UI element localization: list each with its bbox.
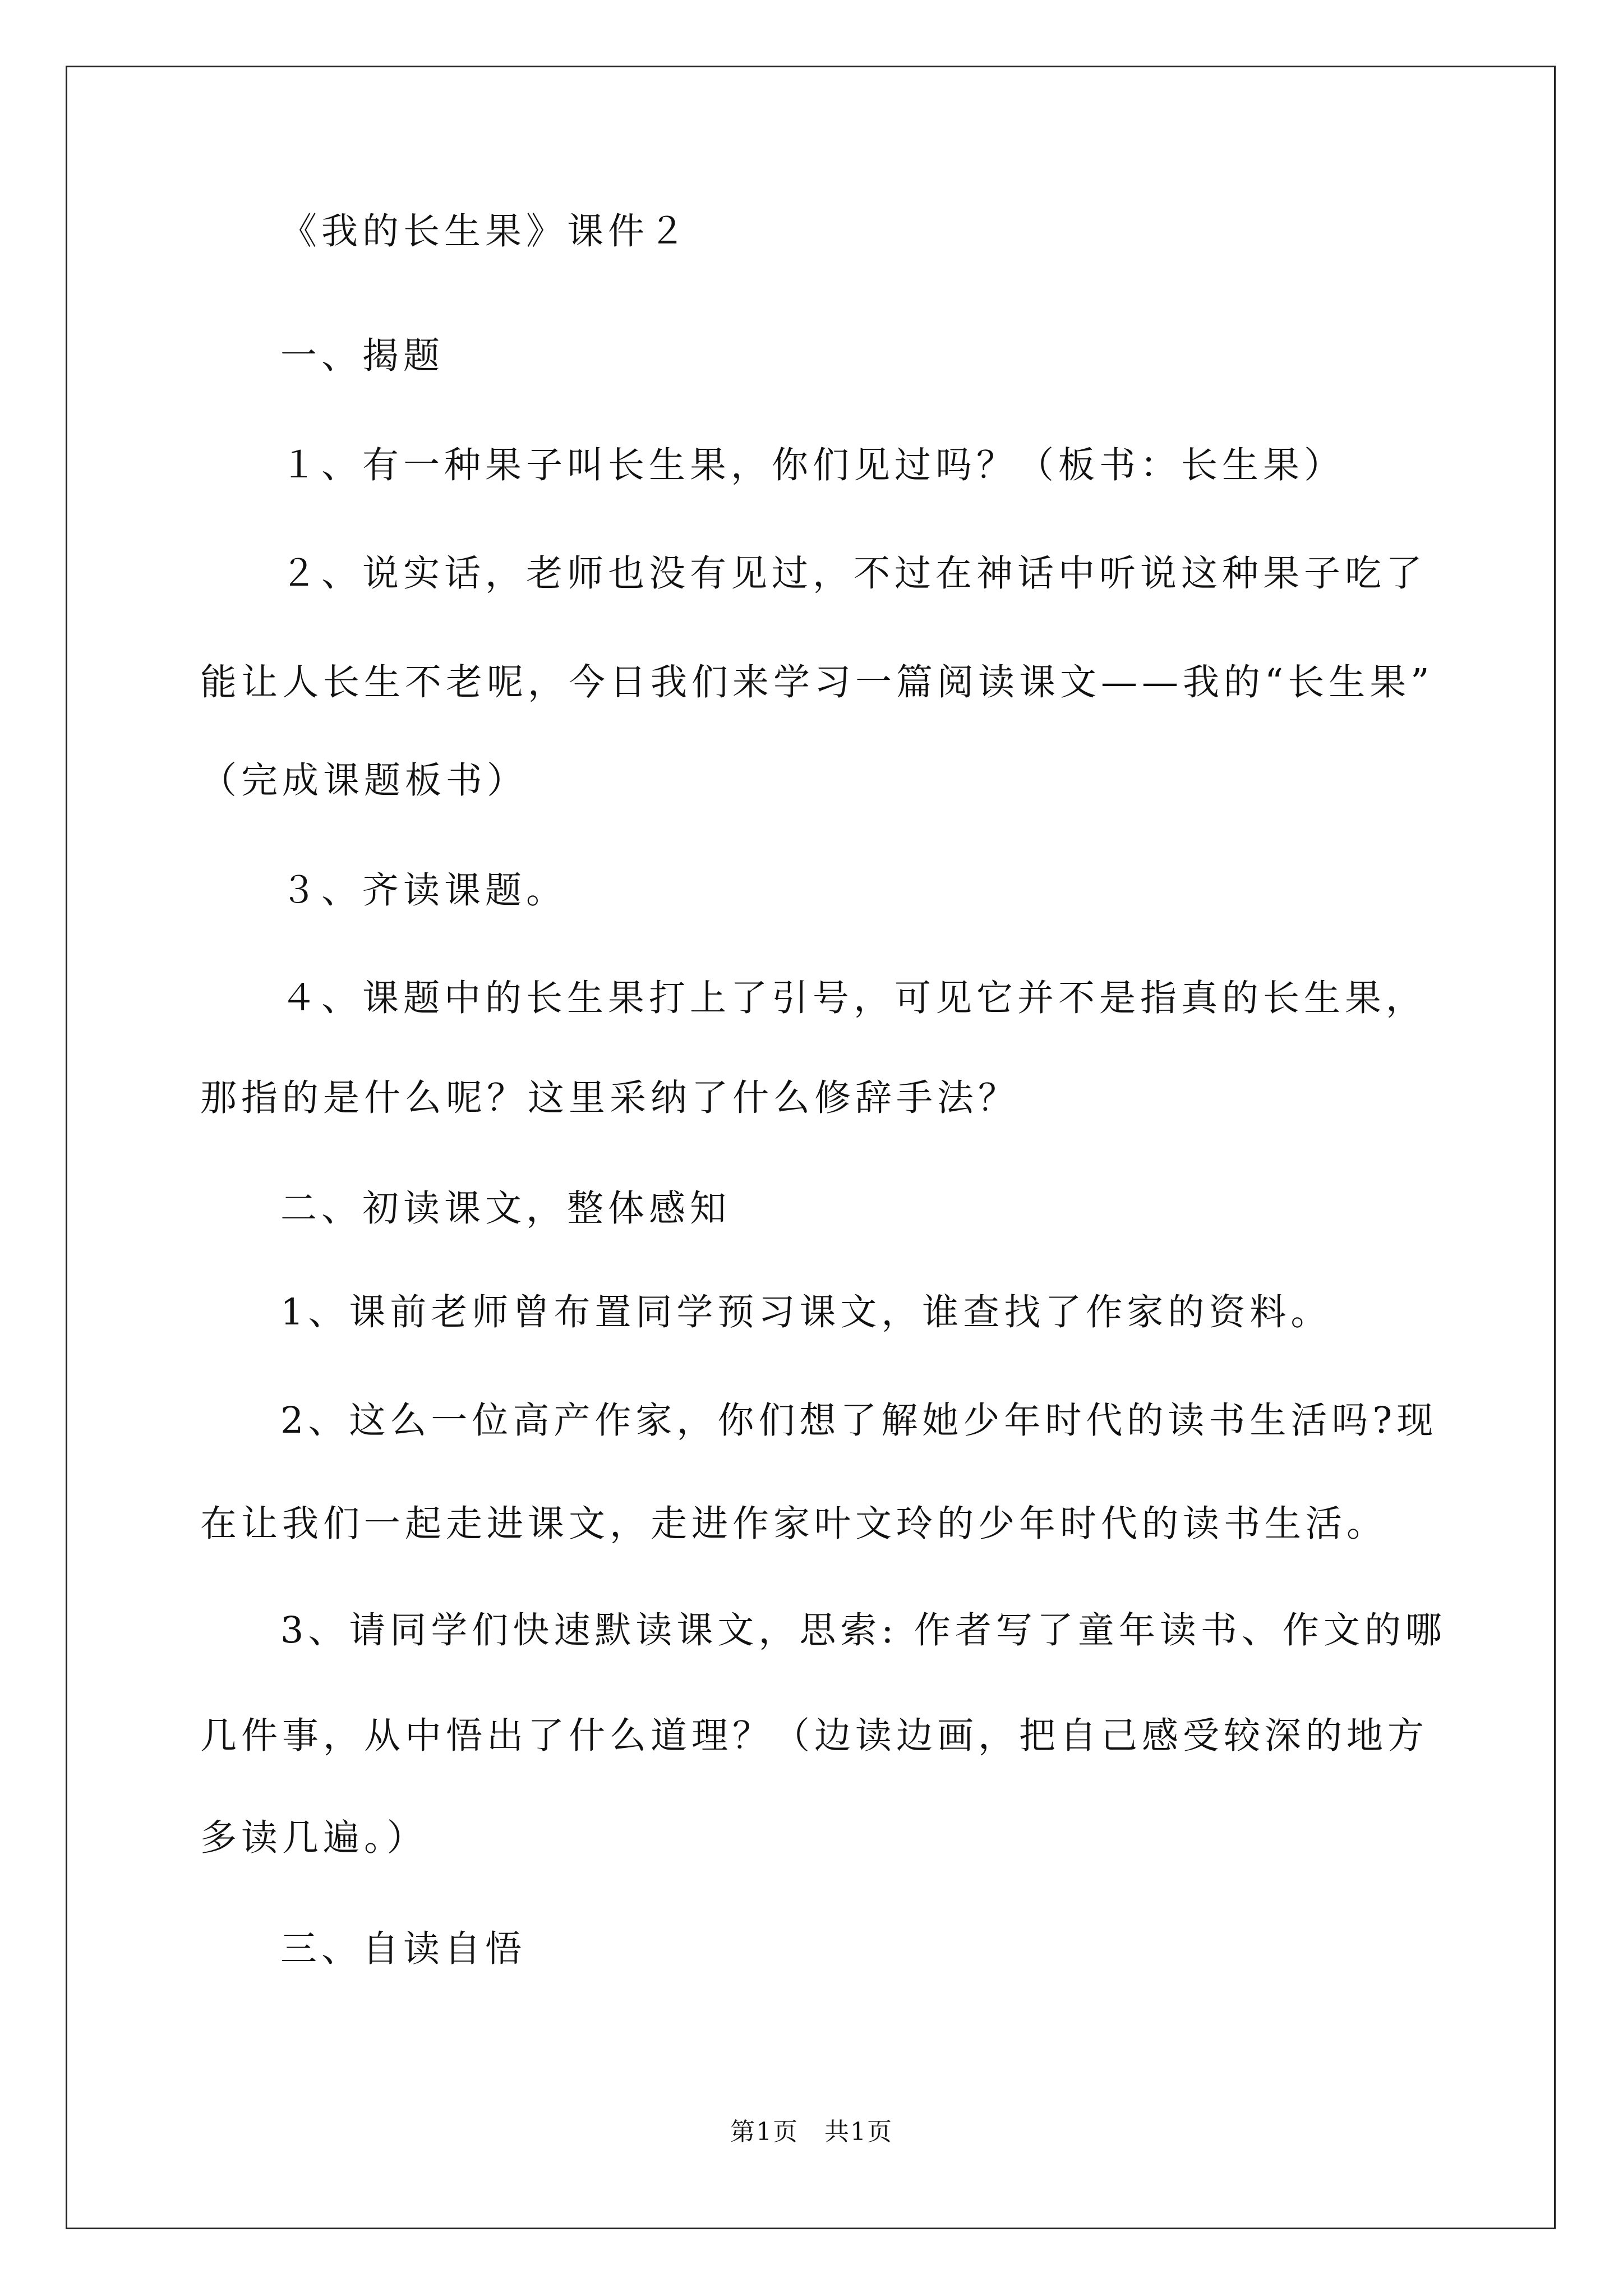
section-heading-3: 三、自读自悟 — [280, 1928, 527, 1970]
paragraph-line: 1、课前老师曾布置同学预习课文，谁查找了作家的资料。 — [280, 1291, 1332, 1333]
paragraph-line: 在让我们一起走进课文，走进作家叶文玲的少年时代的读书生活。 — [200, 1503, 1388, 1545]
paragraph-line: 能让人长生不老呢，今日我们来学习一篇阅读课文——我的“长生果” — [200, 661, 1434, 703]
paragraph-line: （完成课题板书） — [200, 760, 528, 802]
paragraph-line: １、有一种果子叫长生果，你们见过吗？（板书：长生果） — [280, 444, 1345, 486]
paragraph-line: ４、课题中的长生果打上了引号，可见它并不是指真的长生果， — [280, 977, 1427, 1019]
document-title: 《我的长生果》课件２ — [280, 210, 690, 252]
paragraph-line: 那指的是什么呢？这里采纳了什么修辞手法？ — [200, 1077, 1020, 1119]
paragraph-line: ２、说实话，老师也没有见过，不过在神话中听说这种果子吃了 — [280, 553, 1427, 595]
page-border — [66, 66, 1556, 2229]
paragraph-line: 多读几遍。） — [200, 1817, 428, 1859]
paragraph-line: ３、齐读课题。 — [280, 869, 568, 912]
paragraph-line: 几件事，从中悟出了什么道理？（边读边画，把自己感受较深的地方 — [200, 1715, 1429, 1757]
page-footer: 第1页 共1页 — [730, 2118, 893, 2146]
section-heading-2: 二、初读课文，整体感知 — [280, 1188, 731, 1230]
paragraph-line: 3、请同学们快速默读课文，思索: 作者写了童年读书、作文的哪 — [280, 1609, 1446, 1651]
paragraph-line: 2、这么一位高产作家，你们想了解她少年时代的读书生活吗?现 — [280, 1400, 1438, 1442]
section-heading-1: 一、揭题 — [280, 335, 445, 377]
